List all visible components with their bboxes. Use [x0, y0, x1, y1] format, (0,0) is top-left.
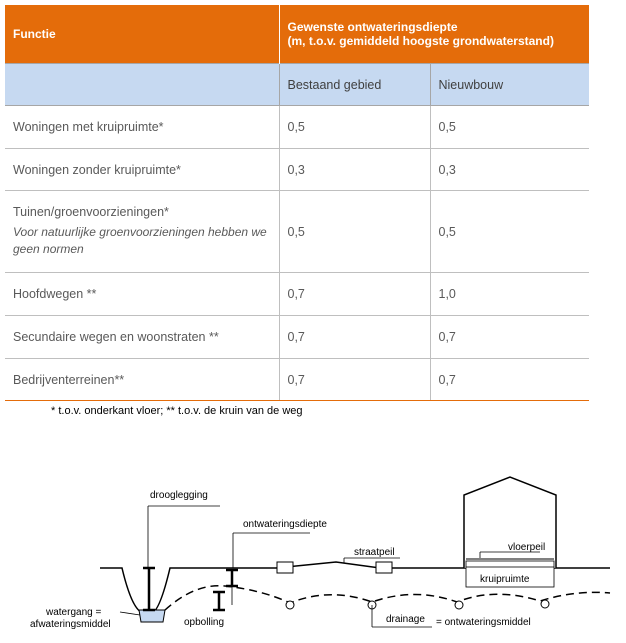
subheader-bestaand: Bestaand gebied: [279, 64, 430, 106]
label-watergang-line2: afwateringsmiddel: [30, 619, 111, 630]
label-straatpeil: straatpeil: [354, 547, 395, 558]
ontwateringsdiepte-ibeam-icon: [226, 570, 238, 586]
label-opbolling: opbolling: [184, 617, 225, 628]
drainage-depth-table: [5, 5, 590, 401]
header-functie: Functie: [5, 5, 279, 64]
table-header-row: [5, 5, 589, 64]
cell-bestaand: 0,7: [279, 359, 430, 401]
drainage-cross-section-diagram: [0, 465, 626, 643]
cell-functie: [5, 191, 279, 273]
cell-nieuwbouw: 1,0: [430, 273, 589, 316]
drooglegging-ibeam-icon: [143, 568, 155, 610]
table-row: [5, 149, 589, 191]
drain-pipe-icon: [455, 601, 463, 609]
label-vloerpeil: vloerpeil: [508, 542, 546, 553]
cell-functie-note: Voor natuurlijke groenvoorzieningen hebben we geen normen: [13, 225, 267, 256]
cell-bestaand: 0,5: [279, 106, 430, 149]
cell-bestaand: 0,7: [279, 316, 430, 359]
drain-pipe-icon: [541, 600, 549, 608]
table-row: [5, 106, 589, 149]
house-outline: [464, 477, 556, 568]
table-row: [5, 273, 589, 316]
header-title: Gewenste ontwateringsdiepte: [287, 20, 458, 34]
header-subtitle: (m, t.o.v. gemiddeld hoogste grondwaterstand): [287, 34, 554, 48]
cell-nieuwbouw: 0,5: [430, 106, 589, 149]
cell-bestaand: 0,7: [279, 273, 430, 316]
cell-nieuwbouw: 0,7: [430, 316, 589, 359]
label-drooglegging: drooglegging: [150, 490, 208, 501]
table-footnote: * t.o.v. onderkant vloer; ** t.o.v. de kruin van de weg: [51, 405, 303, 417]
cell-functie: Hoofdwegen **: [5, 273, 279, 316]
cell-bestaand: 0,5: [279, 191, 430, 273]
label-drainage: drainage: [386, 614, 425, 625]
cell-nieuwbouw: 0,7: [430, 359, 589, 401]
label-kruipruimte: kruipruimte: [480, 574, 530, 585]
label-drainage-eq: = ontwateringsmiddel: [436, 617, 531, 628]
cell-nieuwbouw: 0,5: [430, 191, 589, 273]
ditch-water: [139, 610, 165, 622]
label-watergang-line1: watergang =: [46, 607, 102, 618]
table-row: [5, 191, 589, 273]
cell-bestaand: 0,3: [279, 149, 430, 191]
label-ontwateringsdiepte: ontwateringsdiepte: [243, 519, 327, 530]
subheader-nieuwbouw: Nieuwbouw: [430, 64, 589, 106]
cell-functie-label: Tuinen/groenvoorzieningen*: [13, 205, 169, 219]
cell-nieuwbouw: 0,3: [430, 149, 589, 191]
road-box-left: [277, 562, 293, 573]
opbolling-ibeam-icon: [213, 592, 225, 610]
cell-functie: Woningen met kruipruimte*: [5, 106, 279, 149]
table-row: [5, 359, 589, 401]
drain-pipe-icon: [286, 601, 294, 609]
header-ontwateringsdiepte: [279, 5, 589, 64]
cell-functie: Secundaire wegen en woonstraten **: [5, 316, 279, 359]
subheader-empty: [5, 64, 279, 106]
road-box-right: [376, 562, 392, 573]
cell-functie: Woningen zonder kruipruimte*: [5, 149, 279, 191]
table-subheader-row: [5, 64, 589, 106]
watergang-leader: [120, 612, 140, 615]
table-row: [5, 316, 589, 359]
cell-functie: Bedrijventerreinen**: [5, 359, 279, 401]
